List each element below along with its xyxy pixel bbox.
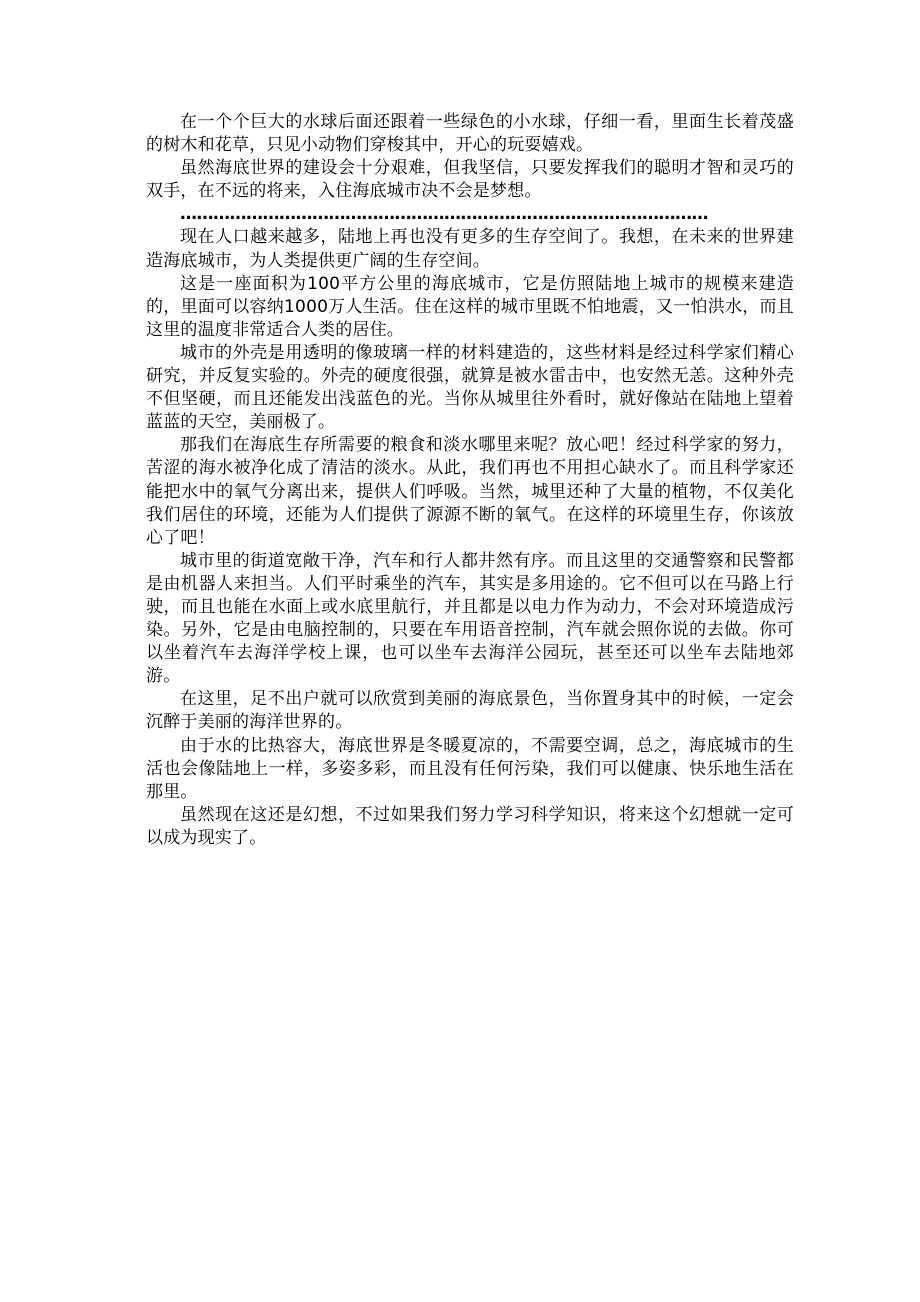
paragraph: 虽然海底世界的建设会十分艰难，但我坚信，只要发挥我们的聪明才智和灵巧的双手，在不远的将来，入住海底城市决不会是梦想。 <box>146 158 794 202</box>
paragraph: 由于水的比热容大，海底世界是冬暖夏凉的，不需要空调，总之，海底城市的生活也会像陆地上一样，多姿多彩，而且没有任何污染，我们可以健康、快乐地生活在那里。 <box>146 735 794 802</box>
dotted-separator: …………………………………………………………………………………… <box>180 204 708 225</box>
paragraph: 那我们在海底生存所需要的粮食和淡水哪里来呢？放心吧！经过科学家的努力，苦涩的海水被净化成了清洁的淡水。从此，我们再也不用担心缺水了。而且科学家还能把水中的氧气分离出来，提供人们呼吸。当然，城里还种了大量的植物，不仅美化我们居住的环境，还能为人们提供了源源不断的氧气。在这样的环境里生存，你该放心了吧！ <box>146 435 794 548</box>
paragraph: 这是一座面积为100平方公里的海底城市，它是仿照陆地上城市的规模来建造的，里面可以容纳1000万人生活。住在这样的城市里既不怕地震，又一怕洪水，而且这里的温度非常适合人类的居住。 <box>146 273 794 340</box>
paragraph: 现在人口越来越多，陆地上再也没有更多的生存空间了。我想，在未来的世界建造海底城市，为人类提供更广阔的生存空间。 <box>146 227 794 271</box>
paragraph: 虽然现在这还是幻想，不过如果我们努力学习科学知识，将来这个幻想就一定可以成为现实了。 <box>146 804 794 848</box>
paragraph: 城市的外壳是用透明的像玻璃一样的材料建造的，这些材料是经过科学家们精心研究，并反复实验的。外壳的硬度很强，就算是被水雷击中，也安然无恙。这种外壳不但坚硬，而且还能发出浅蓝色的光。当你从城里往外看时，就好像站在陆地上望着蓝蓝的天空，美丽极了。 <box>146 342 794 433</box>
document-body <box>146 111 794 850</box>
paragraph: 在这里，足不出户就可以欣赏到美丽的海底景色，当你置身其中的时候，一定会沉醉于美丽的海洋世界的。 <box>146 689 794 733</box>
paragraph: 在一个个巨大的水球后面还跟着一些绿色的小水球，仔细一看，里面生长着茂盛的树木和花草，只见小动物们穿梭其中，开心的玩耍嬉戏。 <box>146 112 794 156</box>
paragraph: 城市里的街道宽敞干净，汽车和行人都井然有序。而且这里的交通警察和民警都是由机器人来担当。人们平时乘坐的汽车，其实是多用途的。它不但可以在马路上行驶，而且也能在水面上或水底里航行，并且都是以电力作为动力，不会对环境造成污染。另外，它是由电脑控制的，只要在车用语音控制，汽车就会照你说的去做。你可以坐着汽车去海洋学校上课，也可以坐车去海洋公园玩，甚至还可以坐车去陆地郊游。 <box>146 550 794 687</box>
